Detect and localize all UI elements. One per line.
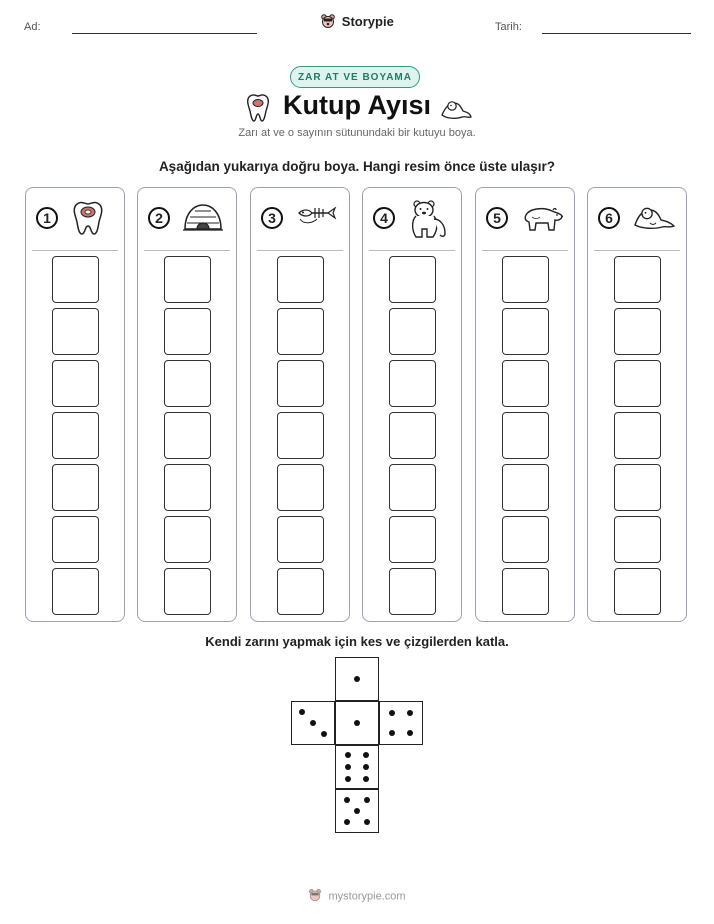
column-number: 6 bbox=[598, 207, 620, 229]
coloring-box[interactable] bbox=[614, 308, 661, 355]
coloring-box[interactable] bbox=[502, 464, 549, 511]
column-6 bbox=[587, 187, 687, 622]
coloring-box[interactable] bbox=[52, 464, 99, 511]
die-face-5 bbox=[335, 789, 379, 833]
die-pip bbox=[389, 710, 395, 716]
coloring-box[interactable] bbox=[277, 568, 324, 615]
bear-logo-icon bbox=[308, 888, 322, 905]
coloring-box[interactable] bbox=[52, 568, 99, 615]
die-pip bbox=[345, 752, 351, 758]
coloring-box[interactable] bbox=[389, 308, 436, 355]
bear-logo-icon bbox=[320, 13, 336, 32]
die-face-4 bbox=[379, 701, 423, 745]
coloring-box[interactable] bbox=[502, 360, 549, 407]
footer bbox=[0, 888, 714, 905]
igloo-icon bbox=[182, 199, 224, 240]
die-pip bbox=[407, 730, 413, 736]
brand-name: Storypie bbox=[341, 13, 394, 29]
die-pip bbox=[364, 819, 370, 825]
column-5 bbox=[475, 187, 575, 622]
coloring-box[interactable] bbox=[52, 308, 99, 355]
coloring-box[interactable] bbox=[277, 464, 324, 511]
cut-instruction: Kendi zarını yapmak için kes ve çizgilerden katla. bbox=[205, 634, 509, 649]
die-face-1 bbox=[335, 657, 379, 701]
coloring-box[interactable] bbox=[502, 568, 549, 615]
die-pip bbox=[364, 797, 370, 803]
coloring-box[interactable] bbox=[164, 516, 211, 563]
coloring-box[interactable] bbox=[502, 256, 549, 303]
coloring-box[interactable] bbox=[164, 360, 211, 407]
coloring-box[interactable] bbox=[614, 360, 661, 407]
coloring-box[interactable] bbox=[389, 516, 436, 563]
column-number: 5 bbox=[486, 207, 508, 229]
die-pip bbox=[354, 676, 360, 682]
coloring-box[interactable] bbox=[52, 256, 99, 303]
die-pip bbox=[344, 819, 350, 825]
die-pip bbox=[299, 709, 305, 715]
die-pip bbox=[363, 764, 369, 770]
tooth-icon bbox=[70, 199, 106, 242]
die-face-1 bbox=[335, 701, 379, 745]
coloring-box[interactable] bbox=[614, 412, 661, 459]
column-4 bbox=[362, 187, 462, 622]
coloring-box[interactable] bbox=[277, 412, 324, 459]
date-line[interactable] bbox=[542, 33, 691, 34]
coloring-box[interactable] bbox=[502, 412, 549, 459]
die-pip bbox=[407, 710, 413, 716]
die-pip bbox=[321, 731, 327, 737]
coloring-box[interactable] bbox=[614, 568, 661, 615]
column-number: 1 bbox=[36, 207, 58, 229]
die-pip bbox=[389, 730, 395, 736]
seal-icon bbox=[632, 199, 676, 236]
coloring-box[interactable] bbox=[277, 360, 324, 407]
coloring-box[interactable] bbox=[164, 568, 211, 615]
coloring-box[interactable] bbox=[164, 308, 211, 355]
die-face-6 bbox=[335, 745, 379, 789]
brand-logo bbox=[0, 13, 714, 32]
polar-bear-walking-icon bbox=[520, 199, 564, 240]
die-pip bbox=[354, 720, 360, 726]
coloring-box[interactable] bbox=[389, 256, 436, 303]
column-number: 4 bbox=[373, 207, 395, 229]
coloring-box[interactable] bbox=[389, 464, 436, 511]
die-pip bbox=[363, 776, 369, 782]
die-pip bbox=[345, 776, 351, 782]
coloring-box[interactable] bbox=[52, 412, 99, 459]
coloring-box[interactable] bbox=[277, 308, 324, 355]
column-3 bbox=[250, 187, 350, 622]
coloring-box[interactable] bbox=[502, 308, 549, 355]
name-label: Ad: bbox=[24, 21, 41, 33]
coloring-box[interactable] bbox=[277, 256, 324, 303]
die-pip bbox=[344, 797, 350, 803]
column-1 bbox=[25, 187, 125, 622]
die-pip bbox=[363, 752, 369, 758]
page-subtitle: Zarı at ve o sayının sütunundaki bir kutuyu boya. bbox=[238, 127, 476, 139]
coloring-box[interactable] bbox=[52, 516, 99, 563]
name-line[interactable] bbox=[72, 33, 257, 34]
coloring-box[interactable] bbox=[614, 256, 661, 303]
date-label: Tarih: bbox=[495, 21, 522, 33]
die-pip bbox=[354, 808, 360, 814]
seal-icon bbox=[439, 95, 473, 126]
die-pip bbox=[310, 720, 316, 726]
coloring-box[interactable] bbox=[164, 412, 211, 459]
footer-url: mystorypie.com bbox=[328, 890, 406, 903]
coloring-box[interactable] bbox=[164, 464, 211, 511]
coloring-box[interactable] bbox=[389, 360, 436, 407]
instruction-text: Aşağıdan yukarıya doğru boya. Hangi resim önce üste ulaşır? bbox=[158, 159, 556, 174]
coloring-box[interactable] bbox=[277, 516, 324, 563]
coloring-box[interactable] bbox=[389, 412, 436, 459]
coloring-box[interactable] bbox=[164, 256, 211, 303]
coloring-box[interactable] bbox=[502, 516, 549, 563]
coloring-box[interactable] bbox=[614, 464, 661, 511]
die-pip bbox=[345, 764, 351, 770]
coloring-box[interactable] bbox=[614, 516, 661, 563]
fish-bone-icon bbox=[295, 199, 337, 240]
polar-bear-standing-icon bbox=[407, 199, 449, 244]
column-2 bbox=[137, 187, 237, 622]
coloring-box[interactable] bbox=[52, 360, 99, 407]
column-number: 2 bbox=[148, 207, 170, 229]
die-face-3 bbox=[291, 701, 335, 745]
activity-badge: ZAR AT VE BOYAMA bbox=[290, 66, 420, 88]
page-title: Kutup Ayısı bbox=[283, 90, 431, 120]
coloring-box[interactable] bbox=[389, 568, 436, 615]
column-number: 3 bbox=[261, 207, 283, 229]
